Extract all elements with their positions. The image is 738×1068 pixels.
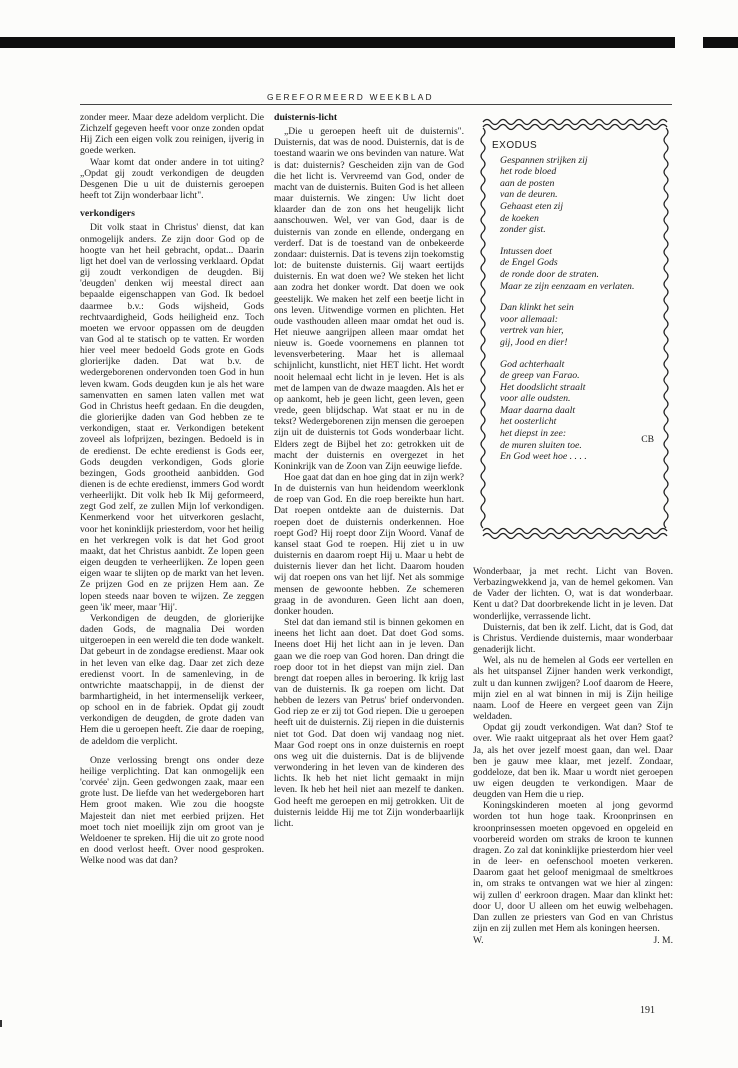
poem-line: de muren sluiten toe. [500,439,582,451]
body-paragraph: Onze verlossing brengt ons onder deze heilige verplichting. Dat kan onmogelijk een 'corvée' zijn. Geen gedwongen zaak, maar een grote lust. De liefde van het wedergeboren hart Hem groot maken. Wie zou die hoogste Majesteit dan niet met eerbied prijzen. Het moet toch niet moeilijk zijn om groot van je Weldoener te spreken. Hij die uit zo grote nood en dood verlost heeft. Over nood gesproken. Welke nood was dat dan? [80,754,264,867]
column-2 [274,112,464,829]
poem-title: EXODUS [492,140,538,151]
poem-stanza-3 [492,302,662,348]
poem-line: Intussen doet [500,245,552,257]
intro-paragraph: zonder meer. Maar deze adeldom verplicht. Die Zichzelf gegeven heeft voor onze zonden opdat Hij Zich een eigen volk zou reinigen, ijverig in goede werken. [80,112,264,157]
section-heading-verkondigers: verkondigers [80,208,135,220]
poem-line: zonder gist. [500,224,546,236]
poem-box [479,114,670,544]
poem-line: de koeken [500,212,539,224]
body-paragraph: Dit volk staat in Christus' dienst, dat kan onmogelijk anders. Ze zijn door God op de hoogte van het heil gebracht, opdat... Daarin ligt het doel van de verlossing verklaard. Opdat gij zoudt verkondigen de deugden. Bij 'deugden' denken wij meestal direct aan bepaalde eigenschappen van God. Ik bedoel daarmee b.v.: Gods wijsheid, Gods rechtvaardigheid, Gods heiligheid enz. Toch moeten we ervoor oppassen om de deugden van God al te statisch op te vatten. Er worden hier veel meer bedoeld Gods grote en Gods glorierijke daden. Dat wat b.v. de wedergeborenen ondervonden toen God in hun leven kwam. Gods deugden kun je als het ware samenvatten en samen laten vallen met wat God in Christus heeft gedaan. En die deugden, die glorierijke daden van God hebben ze te verkondigen, staat er. Verkondigen betekent zoveel als lofprijzen, bezingen. Bedoeld is in de eredienst. De echte eredienst is Gods eer, Gods deugden verkondigen, Gods glorie bezingen, Gods grootheid aanbidden. God dienen is de echte eredienst, immers God wordt verheerlijkt. Dit volk heb Ik Mij geformeerd, zegt God zelf, ze zullen Mijn lof verkondigen. Kenmerkend voor het uitverkoren geslacht, voor het koninklijk priesterdom, voor het heilig en het verkregen volk is dat het God groot maakt, dat het Christus aanbidt. Ze lopen geen eigen deugden te verheerlijken. Ze lopen geen eigen waar te slijten op de markt van het leven. Ze prijzen God en ze prijzen Hem aan. Ze lopen steeds naar boven te wijzen. Ze zeggen geen 'ik' meer, maar 'Hij'. [80,222,264,613]
masthead: GEREFORMEERD WEEKBLAD [267,92,434,102]
poem-line: vertrek van hier, [500,325,564,337]
poem-line: gij, Jood en dier! [500,336,568,348]
body-paragraph: „Die u geroepen heeft uit de duisternis". Duisternis, dat was de nood. Duisternis, dat is de toestand waarin we ons bevinden van nature. Wat is dat: duisternis? Gescheiden zijn van de God die het licht is. Vervreemd van God, onder de macht van de duisternis. Buiten God is het alleen maar duisternis. We zingen: Uw licht doet klaarder dan de zon ons het heugelijk licht aanschouwen. Wel, ver van God, daar is de duisternis van zonde en ellende, ondergang en verderf. Dat is de toestand van de onbekeerde zondaar: duisternis. Dat is tevens zijn toekomstig lot: de buitenste duisternis. Gij waart eertijds duisternis. En wat doen we? We steken het licht aan zodra het donker wordt. Dat doen we ook geestelijk. We maken het zelf een beetje licht in ons leven. Uitwendige vormen en plichten. Het oude vasthouden alleen maar omdat het oud is. Het nieuwe aangrijpen alleen maar omdat het nieuw is. Goede voornemens en plannen tot levensverbetering. Maar het is allemaal schijnlicht, kunstlicht, niet HET licht. Het wordt nooit helemaal echt licht in je leven. Het is als met de lampen van de dwaze maagden. Als het er op aankomt, heb je geen licht, geen leven, geen vrede, geen blijdschap. Wat staat er nu in de tekst? Wedergeborenen zijn mensen die geroepen zijn uit de duisternis tot Gods wonderbaar licht. Elders zegt de Bijbel het zo: getrokken uit de macht der duisternis en overgezet in het Koninkrijk van de Zoon van Zijn eeuwige liefde. [274,126,464,472]
column-1 [80,112,264,866]
poem-line: van de deuren. [500,189,558,201]
poem-line: aan de posten [500,177,555,189]
scan-mark [0,1020,2,1027]
body-paragraph: Duisternis, dat ben ik zelf. Licht, dat is God, dat is Christus. Verdiende duisternis, maar wonderbaar genaderijk licht. [473,621,673,656]
top-bar-gap [675,37,703,48]
poem-line: Gehaast eten zij [500,200,564,212]
poem-line: voor alle oudsten. [500,393,571,405]
poem-stanza-4 [492,359,662,463]
poem-line: Maar ze zijn eenzaam en verlaten. [500,280,635,292]
intro-paragraph: Waar komt dat onder andere in tot uiting? „Opdat gij zoudt verkondigen de deugden Desgenen Die u uit de duisternis geroepen heeft tot Zijn wonderbaar licht". [80,156,264,202]
poem-line: het diepst in zee: [500,428,567,440]
header-rule [80,104,672,105]
body-paragraph: Koningskinderen moeten al jong gevormd worden tot hun hoge taak. Kroonprinsen en kroonprinsessen moeten opgevoed en opgeleid en voorbereid worden om straks de kroon te kunnen dragen. Zo zal dat koninklijke priesterdom hier veel in de leer- en oefenschool moeten verkeren. Daarom gaat het geloof menigmaal de smeltkroes in, om straks te ontvangen wat we hier al zingen: wij zullen d' eerkroon dragen. Maar dan klinkt het: door U, door U alleen om het euwig welbehagen. Dan zullen ze priesters van God en van Christus zijn en zij zullen met Hem als koningen heersen. [473,800,673,934]
poem-line: Dan klinkt het sein [500,302,574,314]
poem-line: de ronde door de straten. [500,268,599,280]
poem-stanza-1 [492,155,662,236]
poem-line: God achterhaalt [500,358,565,370]
page-number: 191 [640,1005,655,1016]
poem-stanza-2 [492,246,662,292]
poem-line: Gespannen strijken zij [500,154,588,166]
paragraph-gap [80,747,264,755]
signature-left: W. [473,935,484,947]
body-paragraph: Opdat gij zoudt verkondigen. Wat dan? Stof te over. Wie raakt uitgepraat als het over Hem gaat? Ja, als het over jezelf moest gaan, dan wel. Daar ben je gauw mee klaar, met jezelf. Zondaar, goddeloze, dat ben ik. Maar u wordt niet geroepen uw eigen deugden te verkondigen. Maar de deugden van Hem die u riep. [473,722,673,801]
body-paragraph: Hoe gaat dat dan en hoe ging dat in zijn werk? In de duisternis van hun heidendom weerklonk de roep van God. En die roep bereikte hun hart. Dat roepen ontdekte aan de duisternis. Dat roepen doet de duisternis onderkennen. Hoe roept God? Hij roept door Zijn Woord. Vanaf de kansel staat God te roepen. Hij ziet u in uw duisternis en daarom roept Hij u. Maar u hebt de duisternis liever dan het licht. Daarom houden wij dat roepen ons van het lijf. Net als sommige mensen de gewoonte hebben. Ze schemeren graag in de avonduren. Geen licht aan doen, donker houden. [274,472,464,617]
poem-line: de Engel Gods [500,257,558,269]
body-paragraph: Verkondigen de deugden, de glorierijke daden Gods, de magnalia Dei worden uitgeroepen in een wereld die ten dode wankelt. Dat gebeurt in de zondagse eredienst. Maar ook in het leven van elke dag. Daar zet zich deze eredienst voort. In de samenleving, in de ontwrichte maatschappij, in de dienst der barmhartigheid, in het intermenselijk verkeer, op school en in de fabriek. Opdat gij zoudt verkondigen de deugden, de grote daden van Hem die u geroepen heeft. Zie daar de roeping, de adeldom die verplicht. [80,612,264,747]
poem-signature: CB [641,434,654,445]
poem-line: voor allemaal: [500,313,558,325]
section-heading-duisternis-licht: duisternis-licht [274,112,338,123]
author-signature [473,935,673,946]
poem-line: het oosterlicht [500,416,557,428]
poem-line: het rode bloed [500,166,557,178]
body-paragraph: Stel dat dan iemand stil is binnen gekomen en ineens het licht aan doet. Dat doet God soms. Ineens doet Hij het licht aan in je leven. Dan gaan we die roep van God horen. Dan dringt die roep door tot in het diepst van mijn ziel. Dan brengt dat roepen alles in beroering. Ik krijg last van de duisternis. Ik ga roepen om licht. Dat hebben de lezers van Petrus' brief ondervonden. God riep ze er zij tot God riepen. Die u geroepen heeft uit de duisternis. Zij riepen in die duisternis niet tot God. Dat doen wij vandaag nog niet. Maar God roept ons in onze duisternis en roept ons weg uit die duisternis. Dat is de blijvende verwondering in het leven van de kinderen des lichts. Ik heb het niet licht gemaakt in mijn leven. Ik heb het heil niet aan mezelf te danken. God heeft me geroepen en mij getrokken. Uit de duisternis leidde Hij me tot Zijn wonderbaarlijk licht. [274,617,464,829]
body-paragraph: Wonderbaar, ja met recht. Licht van Boven. Verbazingwekkend ja, van de hemel gekomen. Van de Vader der lichten. O, wat is dat wonderbaar. Kent u dat? Dat doorbrekende licht in je leven. Dat wonderlijke, verrassende licht. [473,566,673,622]
top-black-bar [0,37,738,48]
column-3 [473,566,673,946]
poem-content [492,140,662,473]
poem-line: Het doodslicht straalt [500,381,586,393]
poem-line: Maar daarna daalt [500,404,576,416]
signature-right: J. M. [653,935,673,947]
poem-line: de greep van Farao. [500,370,580,382]
body-paragraph: Wel, als nu de hemelen al Gods eer vertellen en als het uitspansel Zijner handen werk verkondigt, zult u dan kunnen zwijgen? Loof daarom de Heere, mijn ziel en al wat binnen in mij is Zijn heilige naam. Loof de Heere en vergeet geen van Zijn weldaden. [473,655,673,723]
poem-line: En God weet hoe . . . . [500,451,587,463]
